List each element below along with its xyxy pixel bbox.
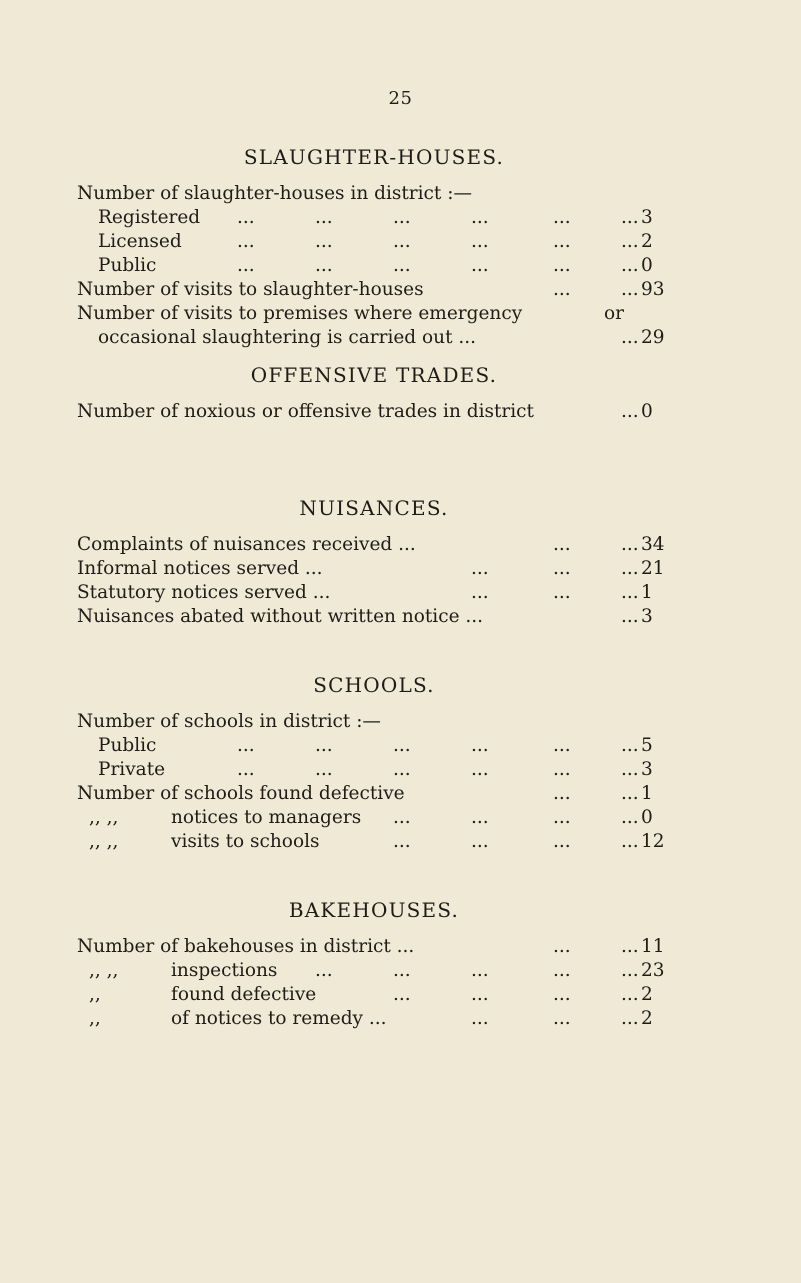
section-offensive-trades <box>77 360 671 424</box>
leader-dots: ... <box>237 207 255 228</box>
schools-visits-ditto: ,, ,, <box>89 831 119 852</box>
heading-schools: SCHOOLS. <box>313 673 435 697</box>
registered-value: 3 <box>641 207 653 228</box>
leader-dots: ... <box>471 735 489 756</box>
leader-dots: ... <box>315 207 333 228</box>
schools-notices-label: notices to managers <box>171 807 362 828</box>
leader-dots: ... <box>471 759 489 780</box>
leader-dots: ... <box>393 759 411 780</box>
leader-dots: ... <box>621 984 639 1005</box>
row-bakehouses-inspections <box>77 959 671 983</box>
leader-dots: ... <box>621 831 639 852</box>
leader-dots: ... <box>621 401 639 422</box>
bakehouses-defective-ditto: ,, <box>89 984 101 1005</box>
bakehouses-remedy-ditto: ,, <box>89 1008 101 1029</box>
leader-dots: ... <box>315 960 333 981</box>
leader-dots: ... <box>553 807 571 828</box>
leader-dots: ... <box>621 327 639 348</box>
schools-private-label: Private <box>98 759 166 780</box>
leader-dots: ... <box>553 279 571 300</box>
schools-visits-value: 12 <box>641 831 665 852</box>
leader-dots: ... <box>621 960 639 981</box>
leader-dots: ... <box>471 960 489 981</box>
leader-dots: ... <box>393 984 411 1005</box>
leader-dots: ... <box>553 1008 571 1029</box>
noxious-label: Number of noxious or offensive trades in district <box>77 401 534 422</box>
leader-dots: ... <box>315 735 333 756</box>
leader-dots: ... <box>553 783 571 804</box>
premises-line2: occasional slaughtering is carried out ... <box>98 327 477 348</box>
leader-dots: ... <box>553 207 571 228</box>
bakehouses-inspections-label: inspections <box>171 960 278 981</box>
complaints-value: 34 <box>641 534 665 555</box>
licensed-label: Licensed <box>98 231 182 252</box>
section-schools <box>77 670 671 854</box>
row-slaughter-intro <box>77 182 671 206</box>
row-schools-notices <box>77 806 671 830</box>
row-bakehouses-number <box>77 935 671 959</box>
premises-value: 29 <box>641 327 665 348</box>
section-slaughter-houses <box>77 142 671 350</box>
leader-dots: ... <box>621 231 639 252</box>
leader-dots: ... <box>237 759 255 780</box>
schools-defective-label: Number of schools found defective <box>77 783 405 804</box>
row-bakehouses-defective <box>77 983 671 1007</box>
leader-dots: ... <box>621 936 639 957</box>
leader-dots: ... <box>471 231 489 252</box>
leader-dots: ... <box>471 984 489 1005</box>
row-visits-slaughter <box>77 278 671 302</box>
schools-public-value: 5 <box>641 735 653 756</box>
section-nuisances <box>77 493 671 629</box>
leader-dots: ... <box>315 231 333 252</box>
registered-label: Registered <box>98 207 201 228</box>
leader-dots: ... <box>621 582 639 603</box>
leader-dots: ... <box>471 1008 489 1029</box>
leader-dots: ... <box>553 534 571 555</box>
informal-value: 21 <box>641 558 665 579</box>
leader-dots: ... <box>393 960 411 981</box>
page-number: 25 <box>388 88 413 109</box>
premises-line1: Number of visits to premises where emergency <box>77 303 523 324</box>
row-public <box>77 254 671 278</box>
leader-dots: ... <box>471 207 489 228</box>
licensed-value: 2 <box>641 231 653 252</box>
row-premises-1 <box>77 302 671 326</box>
leader-dots: ... <box>621 279 639 300</box>
schools-notices-ditto: ,, ,, <box>89 807 119 828</box>
leader-dots: ... <box>471 558 489 579</box>
bakehouses-number-value: 11 <box>641 936 665 957</box>
leader-dots: ... <box>393 831 411 852</box>
leader-dots: ... <box>553 558 571 579</box>
row-registered <box>77 206 671 230</box>
leader-dots: ... <box>621 255 639 276</box>
bakehouses-defective-value: 2 <box>641 984 653 1005</box>
leader-dots: ... <box>621 807 639 828</box>
row-informal <box>77 557 671 581</box>
leader-dots: ... <box>393 735 411 756</box>
schools-private-value: 3 <box>641 759 653 780</box>
row-abated <box>77 605 671 629</box>
leader-dots: ... <box>237 735 255 756</box>
leader-dots: ... <box>393 207 411 228</box>
abated-label: Nuisances abated without written notice ... <box>77 606 484 627</box>
bakehouses-number-label: Number of bakehouses in district ... <box>77 936 415 957</box>
leader-dots: ... <box>553 831 571 852</box>
visits-slaughter-label: Number of visits to slaughter-houses <box>77 279 424 300</box>
leader-dots: ... <box>471 582 489 603</box>
leader-dots: ... <box>553 984 571 1005</box>
row-premises-2 <box>77 326 671 350</box>
row-schools-private <box>77 758 671 782</box>
bakehouses-remedy-label: of notices to remedy ... <box>171 1008 387 1029</box>
row-complaints <box>77 533 671 557</box>
bakehouses-inspections-ditto: ,, ,, <box>89 960 119 981</box>
leader-dots: ... <box>553 936 571 957</box>
leader-dots: ... <box>393 255 411 276</box>
leader-dots: ... <box>621 207 639 228</box>
leader-dots: ... <box>621 783 639 804</box>
row-noxious <box>77 400 671 424</box>
schools-notices-value: 0 <box>641 807 653 828</box>
leader-dots: ... <box>553 255 571 276</box>
schools-intro-label: Number of schools in district :— <box>77 711 381 732</box>
visits-slaughter-value: 93 <box>641 279 665 300</box>
leader-dots: ... <box>621 606 639 627</box>
leader-dots: ... <box>621 1008 639 1029</box>
complaints-label: Complaints of nuisances received ... <box>77 534 416 555</box>
leader-dots: ... <box>315 255 333 276</box>
leader-dots: ... <box>393 231 411 252</box>
row-bakehouses-remedy <box>77 1007 671 1031</box>
abated-value: 3 <box>641 606 653 627</box>
leader-dots: ... <box>553 735 571 756</box>
leader-dots: ... <box>553 759 571 780</box>
row-schools-defective <box>77 782 671 806</box>
heading-offensive-trades: OFFENSIVE TRADES. <box>250 363 498 387</box>
leader-dots: ... <box>553 231 571 252</box>
leader-dots: ... <box>393 807 411 828</box>
leader-dots: ... <box>315 759 333 780</box>
row-licensed <box>77 230 671 254</box>
leader-dots: ... <box>621 534 639 555</box>
row-schools-visits <box>77 830 671 854</box>
statutory-value: 1 <box>641 582 653 603</box>
heading-bakehouses: BAKEHOUSES. <box>288 898 460 922</box>
heading-slaughter-houses: SLAUGHTER-HOUSES. <box>243 145 505 169</box>
statutory-label: Statutory notices served ... <box>77 582 331 603</box>
row-schools-intro <box>77 710 671 734</box>
leader-dots: ... <box>621 759 639 780</box>
schools-public-label: Public <box>98 735 157 756</box>
noxious-value: 0 <box>641 401 653 422</box>
bakehouses-remedy-value: 2 <box>641 1008 653 1029</box>
premises-or: or <box>604 303 624 324</box>
leader-dots: ... <box>471 255 489 276</box>
leader-dots: ... <box>471 807 489 828</box>
public-value: 0 <box>641 255 653 276</box>
row-statutory <box>77 581 671 605</box>
leader-dots: ... <box>237 255 255 276</box>
leader-dots: ... <box>553 582 571 603</box>
leader-dots: ... <box>621 558 639 579</box>
informal-label: Informal notices served ... <box>77 558 323 579</box>
public-label: Public <box>98 255 157 276</box>
schools-visits-label: visits to schools <box>171 831 320 852</box>
row-schools-public <box>77 734 671 758</box>
slaughter-intro-label: Number of slaughter-houses in district :— <box>77 183 472 204</box>
heading-nuisances: NUISANCES. <box>299 496 449 520</box>
schools-defective-value: 1 <box>641 783 653 804</box>
bakehouses-inspections-value: 23 <box>641 960 665 981</box>
leader-dots: ... <box>471 831 489 852</box>
leader-dots: ... <box>553 960 571 981</box>
leader-dots: ... <box>237 231 255 252</box>
leader-dots: ... <box>621 735 639 756</box>
section-bakehouses <box>77 895 671 1031</box>
bakehouses-defective-label: found defective <box>171 984 317 1005</box>
